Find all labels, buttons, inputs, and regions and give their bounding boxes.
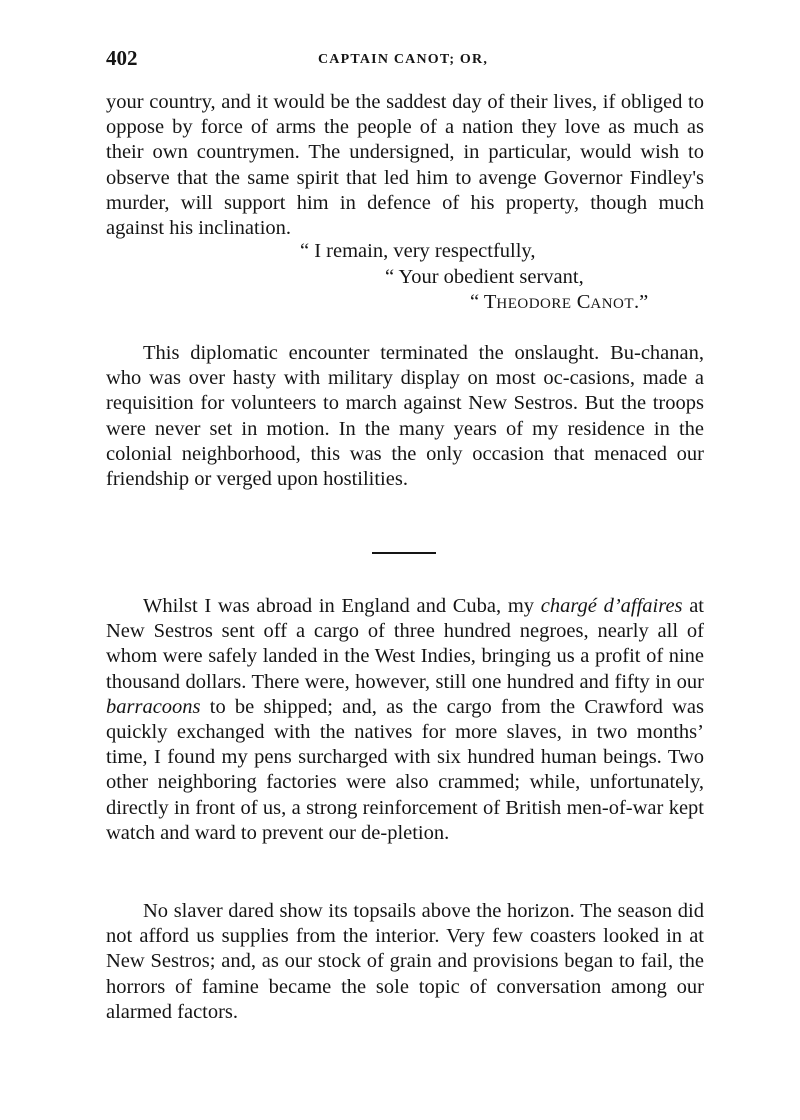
paragraph-text: No slaver dared show its topsails above the horizon. The season did not afford us supplies from the interior. Very few coasters looked in at New Sestros; and, as our stock of grain and provisions began to fail, the horrors of famine became the sole topic of conversation among our alarmed factors. [106,900,704,1023]
paragraph-no-slaver [106,899,704,1025]
running-head: CAPTAIN CANOT; OR, [318,52,489,67]
section-divider [372,552,436,554]
signature-close: .” [634,291,649,313]
paragraph-text [106,594,704,846]
letter-paragraph: your country, and it would be the saddest day of their lives, if obliged to oppose by force of arms the people of a nation they love as much as their own countrymen. The undersigned, in particular, would wish to observe that the same spirit that led him to avenge Governor Findley's murder, will support him in defence of his property, though much against his inclination. [106,91,704,240]
letter-closing-line: “ I remain, very respectfully, [300,240,536,262]
letter-continuation [106,90,704,241]
italic-term: barracoons [106,695,201,718]
text-run: Whilst I was abroad in England and Cuba, my [143,595,541,617]
paragraph-whilst [106,594,704,846]
signature-last-name-rest: ANOT [590,296,635,312]
signature-open: “ T [470,291,497,313]
letter-signature [470,291,648,314]
italic-term: chargé d’affaires [540,595,683,617]
paragraph-diplomatic [106,341,704,492]
paragraph-text: This diplomatic encounter terminated the onslaught. Bu-chanan, who was over hasty with military display on most oc-casions, made a requisition for volunteers to march against New Sestros. But the troops were never set in motion. In the many years of my residence in the colonial neighborhood, this was the only occasion that menaced our friendship or verged upon hostilities. [106,342,704,491]
letter-closing-line: “ Your obedient servant, [385,266,584,288]
signature-first-name-rest: HEODORE [496,296,572,312]
signature-last-initial: C [576,291,591,313]
text-run: at New Sestros sent off a cargo of three hundred negroes, nearly all of whom were safely landed in the West Indies, bringing us a profit of nine thousand dollars. There were, however, still one hundred and fifty in our [106,595,705,693]
text-run: to be shipped; and, as the cargo from the Crawford was quickly exchanged with the natives for more slaves, in two months’ time, I found my pens surcharged with six hundred human beings. Two other neighboring factories were also crammed; while, unfortunately, directly in front of us, a strong reinforcement of British men-of-war kept watch and ward to prevent our de-pletion. [106,695,704,844]
page-number: 402 [106,46,138,70]
